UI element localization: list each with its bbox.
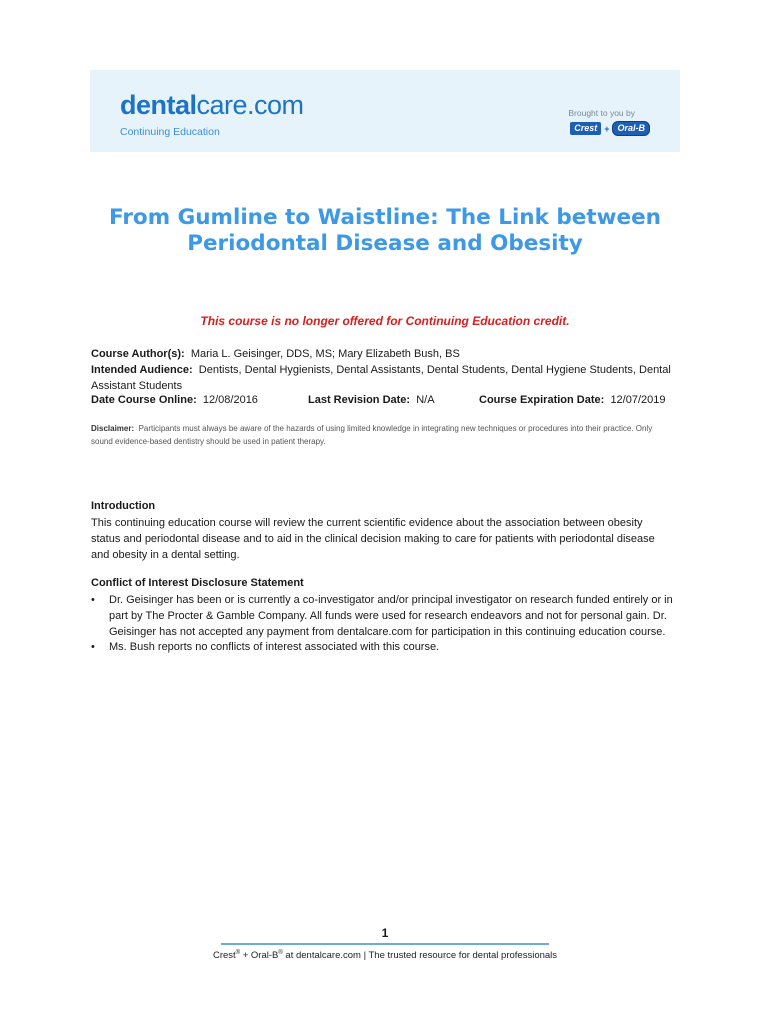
sponsor-logos [570,122,650,135]
footer-reg-1: ® [235,950,241,956]
list-item [91,640,681,656]
course-dates [91,392,691,408]
introduction-body: This continuing education course will review the current scientific evidence about the association between obesity status and periodontal disease and to aid in the clinical decision making to care for patients with periodontal disease and obesity in a dental setting. [91,517,655,561]
brought-to-you-by: Brought to you by [568,108,635,118]
footer-crest: Crest [212,950,236,962]
expiration-value: 12/07/2019 [610,394,666,406]
coi-list [91,593,681,656]
crest-logo: Crest [570,122,601,135]
title-line-1: From Gumline to Waistline: The Link between [109,205,661,230]
brand-plus: + [604,123,610,134]
intended-audience [91,362,683,394]
revision-label: Last Revision Date: [308,394,411,406]
online-value: 12/08/2016 [202,394,258,406]
header-banner [90,70,680,152]
page-number: 1 [381,926,389,940]
introduction-heading: Introduction [91,500,156,512]
audience-value: Dentists, Dental Hygienists, Dental Assistants, Dental Students, Dental Hygiene Students, Dental Assistant Students [91,364,671,392]
footer-reg-2: ® [278,950,283,956]
expiration-date [479,392,666,408]
coi-item-text: Dr. Geisinger has been or is currently a co-investigator and/or principal investigator on research funded entirely or in part by The Procter & Gamble Company. All funds were used for research endeavors and not for personal gain. Dr. Geisinger has not accepted any payment from dentalcare.com for participation in this continuing education course. [109,594,673,638]
list-item [91,593,681,640]
logo-light-text: care.com [196,90,304,120]
authors-value: Maria L. Geisinger, DDS, MS; Mary Elizabeth Bush, BS [190,348,460,360]
audience-label: Intended Audience: [91,364,193,376]
course-authors [91,346,691,362]
coi-item-text: Ms. Bush reports no conflicts of interest associated with this course. [109,641,440,654]
course-title [90,205,680,257]
dentalcare-logo[interactable] [120,92,304,119]
footer-divider [221,943,549,945]
ce-credit-notice: This course is no longer offered for Continuing Education credit. [200,314,570,328]
logo-subtitle: Continuing Education [120,126,220,138]
footer-rest: at dentalcare.com | The trusted resource for dental professionals [282,950,558,962]
coi-heading: Conflict of Interest Disclosure Statement [91,577,304,589]
expiration-label: Course Expiration Date: [479,394,605,406]
authors-label: Course Author(s): [91,348,185,360]
bullet: • [91,641,95,654]
title-line-2: Periodontal Disease and Obesity [187,231,583,256]
disclaimer-label: Disclaimer: [91,424,135,433]
online-label: Date Course Online: [91,394,197,406]
revision-date [308,392,479,408]
disclaimer [91,422,676,448]
footer-text [0,950,770,961]
footer-oralb: + Oral-B [240,950,279,962]
logo-bold-text: dental [120,90,197,120]
revision-value: N/A [416,394,435,406]
bullet: • [91,594,95,606]
disclaimer-text: Participants must always be aware of the hazards of using limited knowledge in integrating new techniques or procedures into their practice. Only sound evidence-based dentistry should be used in patient therapy. [91,424,653,446]
date-online [91,392,308,408]
oralb-logo: Oral-B [612,121,650,136]
